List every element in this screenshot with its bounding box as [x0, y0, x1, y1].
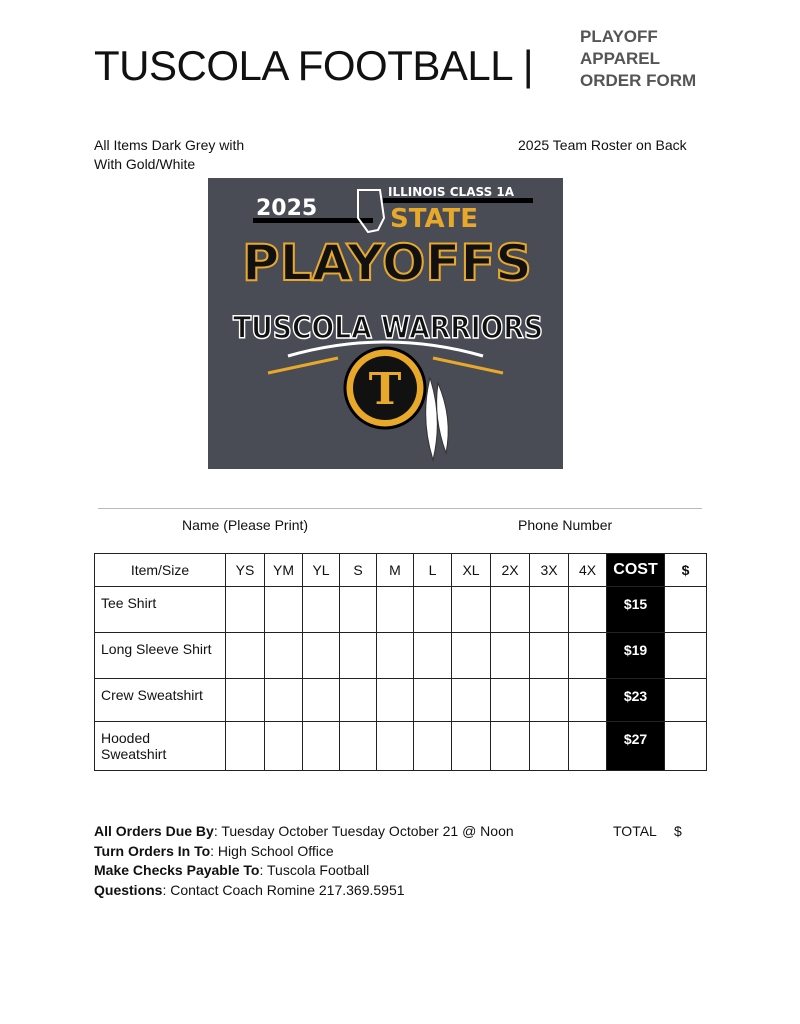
table-row: [95, 587, 707, 633]
quantity-cell-s[interactable]: [340, 722, 377, 771]
quantity-cell-2x[interactable]: [491, 633, 530, 679]
name-line-divider: [98, 508, 702, 509]
logo-team: TUSCOLA WARRIORS: [233, 311, 543, 346]
quantity-cell-2x[interactable]: [491, 722, 530, 771]
order-instructions: [94, 822, 514, 900]
quantity-cell-l[interactable]: [414, 633, 452, 679]
header-cell: XL: [452, 554, 491, 587]
cost-cell: $15: [607, 587, 665, 633]
quantity-cell-xl[interactable]: [452, 722, 491, 771]
table-header-row: [95, 554, 707, 587]
logo-class: ILLINOIS CLASS 1A: [388, 185, 515, 199]
item-name: Tee Shirt: [95, 587, 226, 633]
form-subtitle: [580, 26, 720, 92]
turnin-value: : High School Office: [210, 842, 334, 859]
quantity-cell-4x[interactable]: [569, 587, 607, 633]
due-label: All Orders Due By: [94, 823, 214, 839]
questions-line: [94, 881, 514, 901]
playoffs-logo: [208, 178, 563, 469]
total-currency: $: [674, 823, 682, 839]
header-cell: Item/Size: [95, 554, 226, 587]
quantity-cell-m[interactable]: [377, 679, 414, 722]
turnin-line: [94, 842, 514, 862]
quantity-cell-4x[interactable]: [569, 679, 607, 722]
due-value: : Tuesday October Tuesday October 21 @ Noon: [213, 823, 514, 839]
cost-cell: $19: [607, 633, 665, 679]
quantity-cell-m[interactable]: [377, 587, 414, 633]
logo-playoffs: PLAYOFFS: [242, 234, 532, 292]
quantity-cell-2x[interactable]: [491, 587, 530, 633]
header-cell: YM: [265, 554, 303, 587]
page-title: TUSCOLA FOOTBALL |: [94, 42, 534, 89]
cost-cell: $23: [607, 679, 665, 722]
header-cell: L: [414, 554, 452, 587]
checks-value: : Tuscola Football: [259, 862, 370, 878]
cost-cell: $27: [607, 722, 665, 771]
header-cell: M: [377, 554, 414, 587]
quantity-cell-2x[interactable]: [491, 679, 530, 722]
quantity-cell-s[interactable]: [340, 633, 377, 679]
amount-cell[interactable]: [665, 679, 707, 722]
quantity-cell-3x[interactable]: [530, 722, 569, 771]
order-table: [94, 553, 707, 771]
quantity-cell-ys[interactable]: [226, 722, 265, 771]
quantity-cell-m[interactable]: [377, 722, 414, 771]
roster-note: 2025 Team Roster on Back: [518, 137, 687, 153]
item-name: Hooded Sweatshirt: [95, 722, 226, 771]
logo-emblem: T: [368, 364, 402, 415]
quantity-cell-3x[interactable]: [530, 587, 569, 633]
logo-state: STATE: [390, 204, 479, 234]
quantity-cell-ym[interactable]: [265, 587, 303, 633]
quantity-cell-xl[interactable]: [452, 633, 491, 679]
amount-cell[interactable]: [665, 722, 707, 771]
quantity-cell-m[interactable]: [377, 633, 414, 679]
quantity-cell-4x[interactable]: [569, 633, 607, 679]
quantity-cell-l[interactable]: [414, 587, 452, 633]
header-cell: S: [340, 554, 377, 587]
header-cell: YL: [303, 554, 340, 587]
quantity-cell-xl[interactable]: [452, 679, 491, 722]
questions-label: Questions: [94, 881, 163, 898]
header-cell: 2X: [491, 554, 530, 587]
quantity-cell-yl[interactable]: [303, 679, 340, 722]
color-note-line: With Gold/White: [94, 156, 196, 172]
name-label: Name (Please Print): [182, 517, 309, 533]
table-row: [95, 679, 707, 722]
quantity-cell-ys[interactable]: [226, 679, 265, 722]
subtitle-line: PLAYOFF: [580, 27, 658, 46]
quantity-cell-3x[interactable]: [530, 679, 569, 722]
quantity-cell-l[interactable]: [414, 679, 452, 722]
header-cell-cost: COST: [607, 554, 665, 587]
quantity-cell-yl[interactable]: [303, 722, 340, 771]
table-row: [95, 722, 707, 771]
checks-label: Make Checks Payable To: [94, 862, 260, 878]
header-cell: 3X: [530, 554, 569, 587]
questions-value: : Contact Coach Romine 217.369.5951: [162, 881, 405, 898]
quantity-cell-l[interactable]: [414, 722, 452, 771]
due-date-line: [94, 822, 514, 842]
header-cell-amount: $: [665, 554, 707, 587]
item-name: Long Sleeve Shirt: [95, 633, 226, 679]
quantity-cell-ys[interactable]: [226, 633, 265, 679]
quantity-cell-xl[interactable]: [452, 587, 491, 633]
illinois-outline-icon: [358, 190, 384, 232]
quantity-cell-yl[interactable]: [303, 633, 340, 679]
checks-line: [94, 861, 514, 881]
quantity-cell-s[interactable]: [340, 587, 377, 633]
turnin-label: Turn Orders In To: [94, 842, 211, 859]
table-row: [95, 633, 707, 679]
quantity-cell-ym[interactable]: [265, 633, 303, 679]
color-note-line: All Items Dark Grey with: [94, 137, 245, 153]
color-note: [94, 136, 244, 174]
amount-cell[interactable]: [665, 587, 707, 633]
quantity-cell-yl[interactable]: [303, 587, 340, 633]
quantity-cell-s[interactable]: [340, 679, 377, 722]
subtitle-line: APPAREL: [580, 49, 660, 68]
item-name: Crew Sweatshirt: [95, 679, 226, 722]
header-cell: 4X: [569, 554, 607, 587]
quantity-cell-3x[interactable]: [530, 633, 569, 679]
logo-year: 2025: [256, 196, 318, 221]
quantity-cell-4x[interactable]: [569, 722, 607, 771]
quantity-cell-ym[interactable]: [265, 679, 303, 722]
subtitle-line: ORDER FORM: [580, 71, 697, 90]
total-label: TOTAL: [613, 823, 657, 839]
header-cell: YS: [226, 554, 265, 587]
quantity-cell-ys[interactable]: [226, 587, 265, 633]
amount-cell[interactable]: [665, 633, 707, 679]
phone-label: Phone Number: [518, 517, 613, 533]
quantity-cell-ym[interactable]: [265, 722, 303, 771]
